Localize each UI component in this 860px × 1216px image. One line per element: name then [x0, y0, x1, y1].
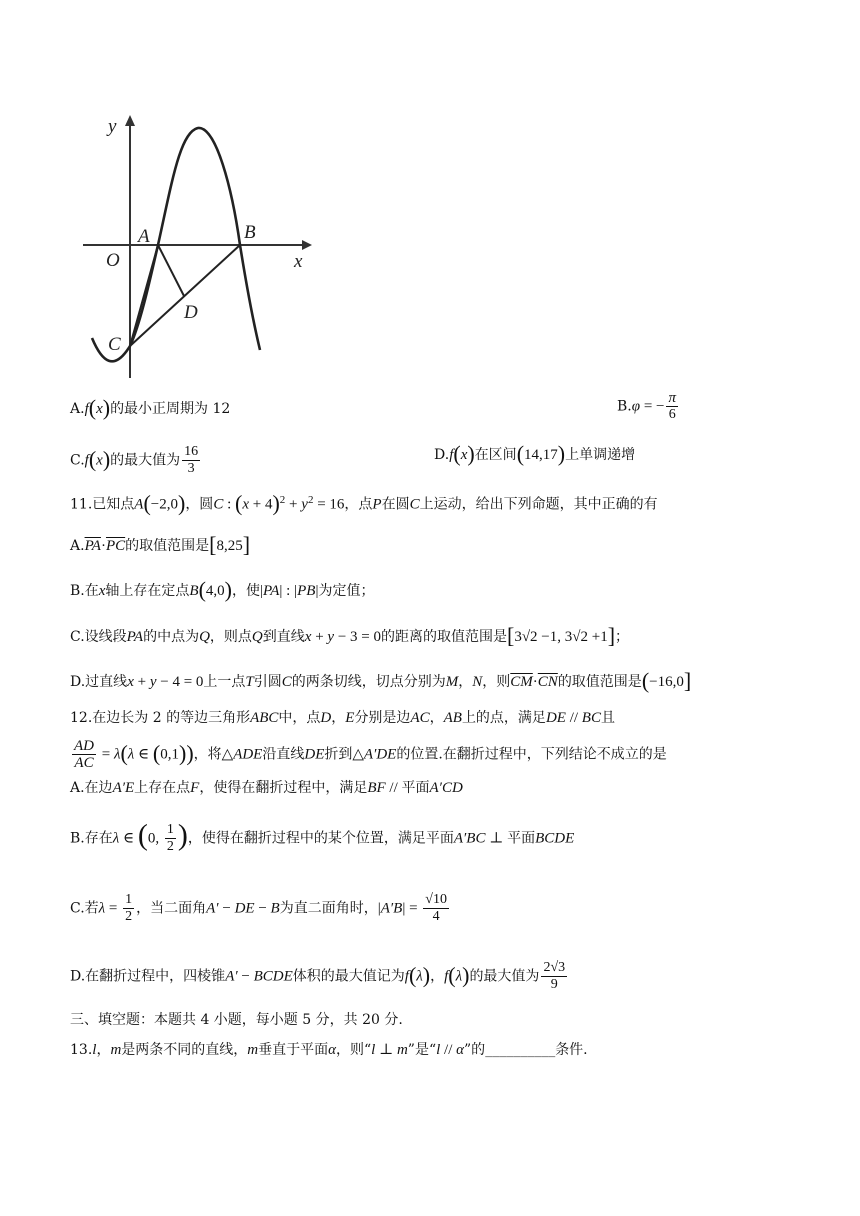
- q12-option-c: C.若λ = $\frac{1}{2}$ ，当二面角A′ − DE − B为直二面角时，|A′B| = $\frac{√10}{4}$: [70, 892, 447, 924]
- q11-option-a: $A.\overline{PA}\cdot\overline{PC}$的取值范围是[8,25]: [70, 532, 251, 557]
- label-D: D: [184, 302, 198, 323]
- label-x: x: [294, 251, 303, 272]
- q12-stem-line1: 12.在边长为 2 的等边三角形ABC中，点D，E分别是边AC，AB上的点，满足DE // BC且: [70, 710, 615, 726]
- x-axis-arrow: [302, 240, 312, 250]
- q13-stem: 13.l，m是两条不同的直线，m垂直于平面α，则“l ⊥ m”是“l // α”的__________条件.: [70, 1042, 588, 1058]
- q12-option-d: D.在翻折过程中，四棱锥A′ − BCDE体积的最大值记为f(λ)，f(λ)的最大值为 $\frac{2√3}{9}$: [70, 960, 566, 992]
- segment-AC: [130, 245, 158, 346]
- segment-AD: [158, 245, 184, 296]
- q11-option-c: C.设线段PA的中点为Q，则点Q到直线x + y − 3 = 0的距离的取值范围是[3√2 −1, 3√2 +1]；: [70, 623, 630, 648]
- q10-option-a: A.f(x)的最小正周期为 12: [70, 395, 231, 420]
- q12-option-b: B.存在λ ∈ (0, $\frac{1}{2}$ )，使得在翻折过程中的某个位置，满足平面A′BC ⊥ 平面BCDE: [70, 818, 575, 854]
- function-graph-figure: [80, 110, 320, 380]
- label-O: O: [106, 250, 120, 271]
- q10-option-d: D.f(x)在区间(14,17)上单调递增: [434, 441, 636, 466]
- q10-option-c: C.f(x)的最大值为 $\frac{16}{3}$: [70, 444, 199, 476]
- section-3-title: 三、填空题：本题共 4 小题，每小题 5 分，共 20 分.: [70, 1012, 403, 1028]
- label-B: B: [244, 222, 256, 243]
- q12-option-a: A.在边A′E上存在点F，使得在翻折过程中，满足BF // 平面A′CD: [70, 780, 463, 796]
- q12-stem-line2: $\frac{AD}{AC}$ = λ(λ ∈ (0,1))，将△ADE沿直线DE折到△A′DE的位置.在翻折过程中，下列结论不成立的是: [74, 738, 667, 771]
- label-C: C: [108, 334, 121, 355]
- q11-option-d: D.过直线x + y − 4 = 0上一点T引圆C的两条切线，切点分别为M，N，则$\overline{CM}\cdot\overline{CN}$的取值范围是(−16,0]: [70, 668, 692, 693]
- q13-answer-blank[interactable]: __________: [485, 1042, 556, 1058]
- q11-option-b: B.在x轴上存在定点B(4,0)，使|PA| : |PB|为定值；: [70, 577, 375, 602]
- label-y: y: [108, 116, 117, 137]
- y-axis-arrow: [125, 115, 135, 126]
- q11-stem: 11.已知点A(−2,0)，圆C : $(x + 4)^2 + y^2 = 16$，点P在圆C上运动，给出下列命题，其中正确的有: [70, 490, 658, 516]
- label-A: A: [138, 226, 150, 247]
- q10-option-b: B.φ = − $\frac{\pi}{6}$: [617, 390, 676, 422]
